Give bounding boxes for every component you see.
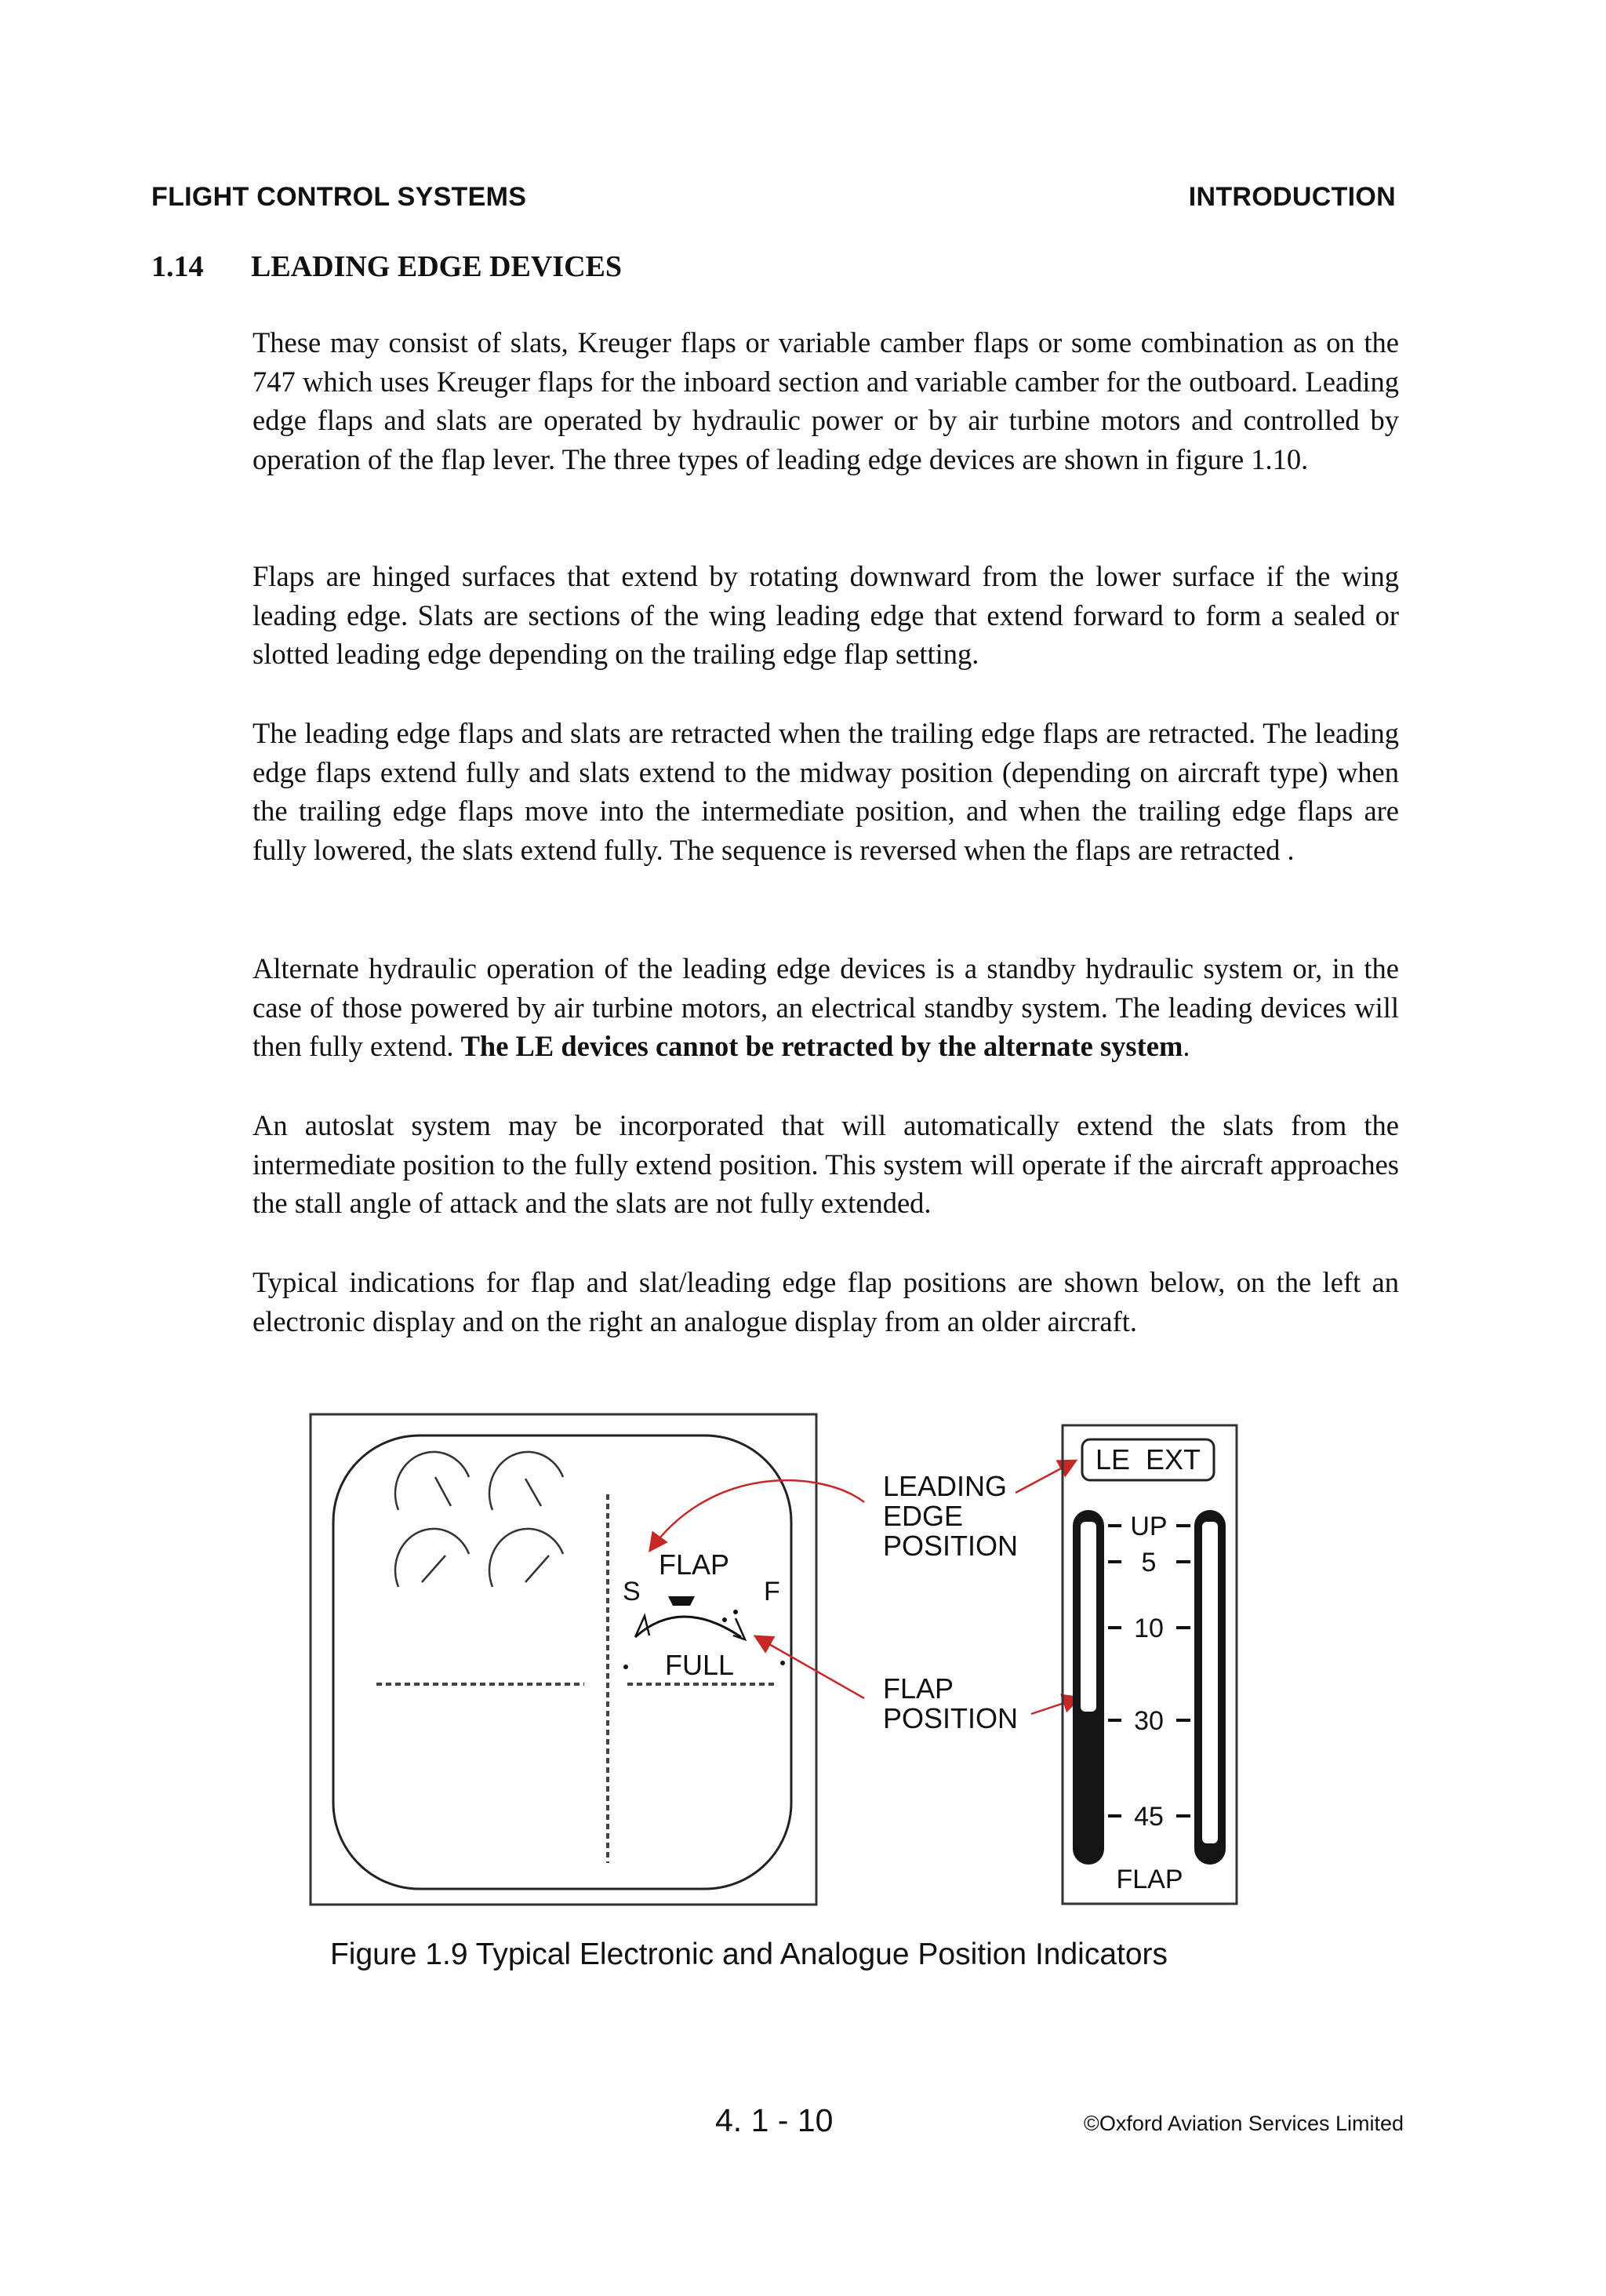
paragraph-autoslat: An autoslat system may be incorporated that will automatically extend the slats from the intermediate position to the fully extend position. This system will operate if the aircraft approaches the stall angle of attack and the slats are not fully extended. (253, 1109, 1399, 1220)
electronic-display (311, 1414, 816, 1905)
callout-le-line-2: EDGE (883, 1500, 964, 1532)
paragraph-alternate-operation (253, 949, 1399, 1066)
flap-dial-tick-left (635, 1616, 649, 1637)
flap-scale (1108, 1512, 1190, 1832)
running-header-left: FLIGHT CONTROL SYSTEMS (151, 182, 527, 212)
flap-dial-dot-4 (780, 1661, 785, 1665)
page-number: 4. 1 - 10 (715, 2102, 834, 2138)
callout-flap-line-1: FLAP (883, 1672, 954, 1705)
flap-arrow-electronic (757, 1637, 864, 1698)
section-number: 1.14 (151, 250, 204, 283)
full-label: FULL (665, 1649, 735, 1681)
running-header-right: INTRODUCTION (1188, 182, 1396, 212)
flap-dial-dot-2 (733, 1610, 738, 1614)
alternate-text: Alternate hydraulic operation of the leading edge devices is a standby hydraulic system or, in the case of those powered by air turbine motors, an electrical standby system. The leading devices will then fully extend. (253, 952, 1399, 1063)
right-tape-window (1202, 1522, 1218, 1843)
flap-marker-f: F (764, 1577, 780, 1606)
slat-marker-s: S (623, 1577, 641, 1606)
scale-30: 30 (1134, 1706, 1164, 1736)
leading-edge-arrow-analogue (1016, 1461, 1074, 1493)
position-indicators-figure (306, 1408, 1247, 1918)
flap-arrow-analogue (1031, 1698, 1078, 1714)
callout-leading-edge-position (883, 1470, 1018, 1562)
leading-edge-arrow-electronic (651, 1480, 864, 1549)
engine-gauge-icons (395, 1452, 563, 1587)
copyright-notice: ©Oxford Aviation Services Limited (1083, 2112, 1404, 2135)
callout-flap-position (883, 1672, 1018, 1734)
flap-dial-dot-3 (623, 1665, 628, 1669)
flap-dial-pointer (668, 1596, 695, 1606)
paragraph-flaps-and-slats: Flaps are hinged surfaces that extend by rotating downward from the lower surface if the wing leading edge. Slats are sections of the wing leading edge that extend forward to form a sealed or slotted leading edge depending on the trailing edge flap setting. (253, 560, 1399, 671)
callout-flap-line-2: POSITION (883, 1702, 1019, 1734)
paragraph-le-device-types: These may consist of slats, Kreuger flaps or variable camber flaps or some combination as on the 747 which uses Kreuger flaps for the inboard section and variable camber for the outboard. Leading edge flaps and slats are operated by hydraulic power or by air turbine motors and controlled by operation of the flap lever. The three types of leading edge devices are shown in figure 1.10. (253, 326, 1399, 475)
scale-45: 45 (1134, 1802, 1164, 1832)
flap-dial-dot-1 (722, 1617, 727, 1622)
left-tape-window (1081, 1522, 1096, 1712)
analogue-indicator (1063, 1425, 1237, 1904)
figure-caption: Figure 1.9 Typical Electronic and Analogue Position Indicators (329, 1938, 1168, 1971)
section-title: LEADING EDGE DEVICES (251, 250, 622, 283)
paragraph-extension-sequence: The leading edge flaps and slats are retracted when the trailing edge flaps are retracted. The leading edge flaps extend fully and slats extend to the midway position (depending on aircraft type) when the trailing edge flaps move into the intermediate position, and when the trailing edge flaps are fully lowered, the slats extend fully. The sequence is reversed when the flaps are retracted . (253, 717, 1399, 866)
scale-10: 10 (1134, 1614, 1164, 1643)
le-ext-label: LE EXT (1095, 1443, 1201, 1475)
flap-dial-label: FLAP (659, 1548, 730, 1581)
callout-le-line-3: POSITION (883, 1530, 1019, 1562)
callout-le-line-1: LEADING (883, 1470, 1008, 1502)
analogue-flap-label: FLAP (1116, 1865, 1183, 1894)
scale-up: UP (1130, 1512, 1168, 1541)
paragraph-typical-indications: Typical indications for flap and slat/leading edge flap positions are shown below, on the left an electronic display and on the right an analogue display from an older aircraft. (253, 1266, 1399, 1337)
alternate-end: . (1183, 1030, 1190, 1063)
scale-5: 5 (1141, 1548, 1157, 1577)
alternate-warning-bold: The LE devices cannot be retracted by the alternate system (460, 1030, 1183, 1063)
